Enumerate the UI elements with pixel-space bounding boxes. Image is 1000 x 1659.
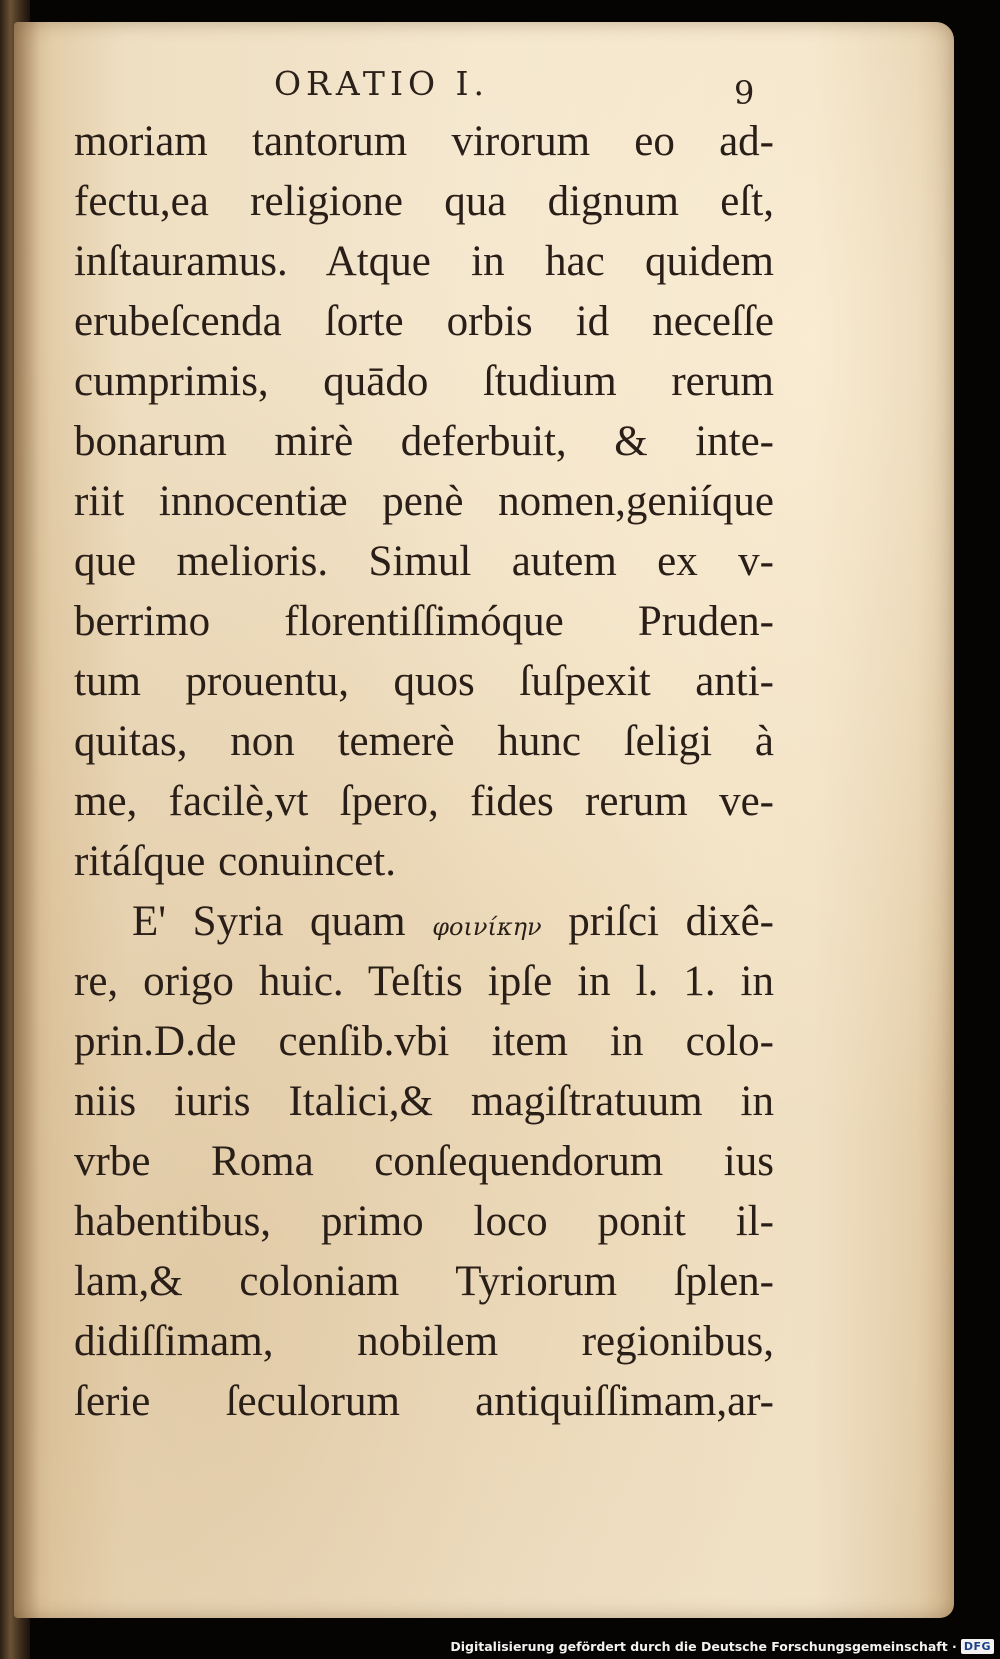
dfg-logo-icon: DFG <box>961 1639 994 1654</box>
text-line: ſerie ſeculorum antiquiſſimam,ar- <box>74 1378 774 1425</box>
digitization-credit <box>450 1635 994 1657</box>
text-line: vrbe Roma conſequendorum ius <box>74 1138 774 1185</box>
text-block <box>74 112 774 1432</box>
text-line: quitas, non temerè hunc ſeligi à <box>74 718 774 765</box>
text-line: cumprimis, quādo ſtudium rerum <box>74 358 774 405</box>
greek-word: φοινίκην <box>432 913 542 941</box>
text-line: lam,& coloniam Tyriorum ſplen- <box>74 1258 774 1305</box>
running-title: ORATIO I. <box>274 64 490 103</box>
text-line: tum prouentu, quos ſuſpexit anti- <box>74 658 774 705</box>
text-line: erubeſcenda ſorte orbis id neceſſe <box>74 298 774 345</box>
text-line: me, facilè,vt ſpero, fides rerum ve- <box>74 778 774 825</box>
opening-text-end: priſci dixê- <box>568 898 774 945</box>
paragraph-opening-line <box>74 892 774 952</box>
text-line: ritáſque conuincet. <box>74 838 396 885</box>
text-line: moriam tantorum virorum eo ad- <box>74 118 774 165</box>
text-line: berrimo florentiſſimóque Pruden- <box>74 598 774 645</box>
text-line: inſtauramus. Atque in hac quidem <box>74 238 774 285</box>
text-line: didiſſimam, nobilem regionibus, <box>74 1318 774 1365</box>
page-number: 9 <box>734 74 755 112</box>
text-line: que melioris. Simul autem ex v- <box>74 538 774 585</box>
text-line: niis iuris Italici,& magiſtratuum in <box>74 1078 774 1125</box>
text-line: prin.D.de cenſib.vbi item in colo- <box>74 1018 774 1065</box>
book-page <box>14 22 954 1618</box>
text-line: habentibus, primo loco ponit il- <box>74 1198 774 1245</box>
credit-text: Digitalisierung gefördert durch die Deutsche Forschungsgemeinschaft · <box>450 1638 957 1654</box>
text-line: riit innocentiæ penè nomen,geniíque <box>74 478 774 525</box>
text-line: re, origo huic. Teſtis ipſe in l. 1. in <box>74 958 774 1005</box>
text-line: bonarum mirè deferbuit, & inte- <box>74 418 774 465</box>
opening-text: E' Syria quam <box>132 898 406 945</box>
text-line: fectu,ea religione qua dignum eſt, <box>74 178 774 225</box>
